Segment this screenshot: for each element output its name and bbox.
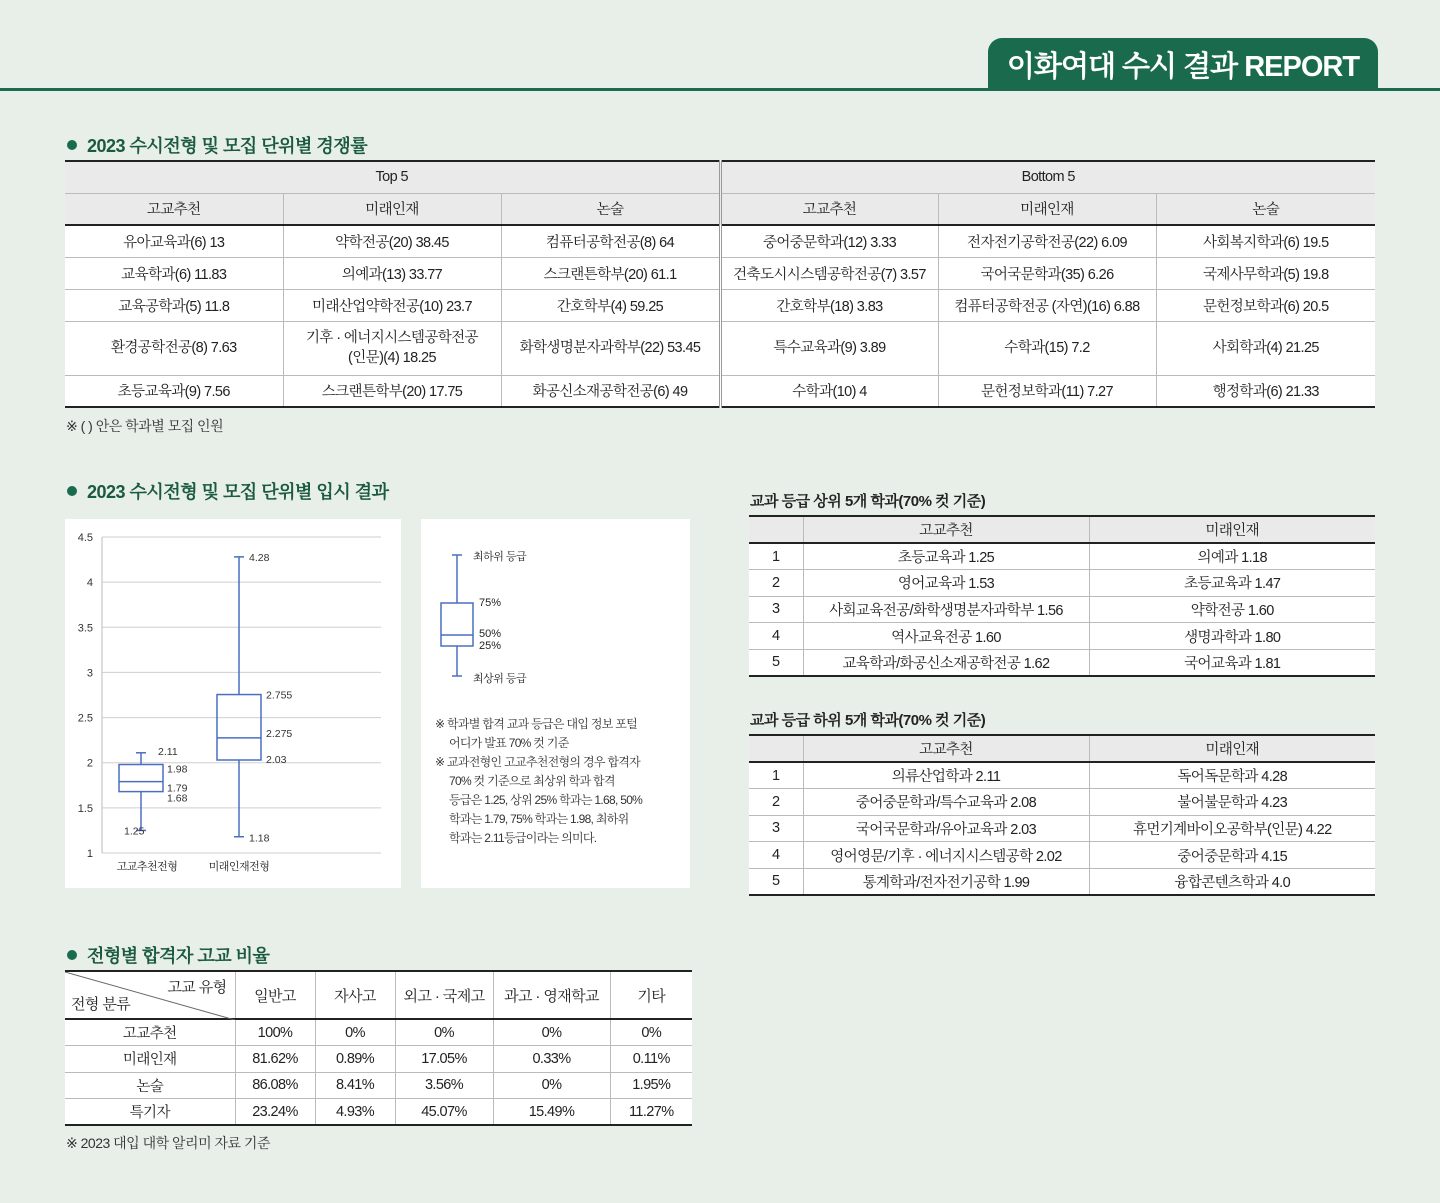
table-cell: 약학전공 1.60 xyxy=(1089,596,1375,623)
col-header: 고교추천 xyxy=(65,193,283,225)
table-cell: 교육학과/화공신소재공학전공 1.62 xyxy=(803,649,1089,676)
table-cell: 0% xyxy=(395,1019,493,1046)
table-cell: 컴퓨터공학전공 (자연)(16) 6.88 xyxy=(938,289,1156,321)
legend-notes xyxy=(435,715,685,848)
data-label-q1: 2.03 xyxy=(266,754,287,767)
table-cell: 영어교육과 1.53 xyxy=(803,570,1089,597)
table-cell: 의예과(13) 33.77 xyxy=(283,257,501,289)
table-cell: 초등교육과(9) 7.56 xyxy=(65,375,283,407)
corner-bottom-label: 전형 분류 xyxy=(71,996,131,1013)
table-cell: 중어중문학과(12) 3.33 xyxy=(720,225,938,257)
data-label-median: 1.79 xyxy=(167,782,188,795)
group-top5: Top 5 xyxy=(65,161,720,193)
competition-section-title xyxy=(67,132,367,158)
data-label-median: 2.275 xyxy=(266,727,293,740)
table-row xyxy=(749,649,1375,676)
table-cell: 미래인재 xyxy=(65,1046,235,1073)
note-line: ※ 학과별 합격 교과 등급은 대입 정보 포털 xyxy=(435,717,638,731)
bullet-icon xyxy=(67,486,77,496)
table-cell: 사회학과(4) 21.25 xyxy=(1156,321,1375,375)
table-cell: 고교추천 xyxy=(65,1019,235,1046)
table-cell: 불어불문학과 4.23 xyxy=(1089,789,1375,816)
table-cell: 4 xyxy=(749,623,803,650)
col-header xyxy=(749,735,803,762)
table-cell: 통계학과/전자전기공학 1.99 xyxy=(803,868,1089,895)
table-cell: 0% xyxy=(610,1019,692,1046)
competition-title-text: 2023 수시전형 및 모집 단위별 경쟁률 xyxy=(87,136,368,156)
table-cell: 특기자 xyxy=(65,1099,235,1126)
corner-header xyxy=(65,971,235,1019)
data-label-q3: 2.755 xyxy=(266,689,293,702)
note-line: 학과는 1.79, 75% 학과는 1.98, 최하위 xyxy=(449,812,629,826)
table-cell: 15.49% xyxy=(493,1099,610,1126)
y-tick-label: 4 xyxy=(86,577,93,590)
top5-table xyxy=(749,515,1375,677)
y-tick-label: 1.5 xyxy=(77,802,93,815)
table-cell: 11.27% xyxy=(610,1099,692,1126)
table-cell: 특수교육과(9) 3.89 xyxy=(720,321,938,375)
table-cell: 스크랜튼학부(20) 61.1 xyxy=(501,257,720,289)
ratio-note: ※ 2023 대입 대학 알리미 자료 기준 xyxy=(66,1135,270,1151)
table-cell: 미래산업약학전공(10) 23.7 xyxy=(283,289,501,321)
results-title-text: 2023 수시전형 및 모집 단위별 입시 결과 xyxy=(87,482,389,502)
note-line: 70% 컷 기준으로 최상위 학과 합격 xyxy=(449,774,615,788)
table-cell: 8.41% xyxy=(315,1072,395,1099)
table-row xyxy=(65,375,1375,407)
ratio-section-title xyxy=(67,942,269,968)
table-cell: 간호학부(4) 59.25 xyxy=(501,289,720,321)
table-cell: 수학과(15) 7.2 xyxy=(938,321,1156,375)
col-header: 미래인재 xyxy=(1089,735,1375,762)
table-cell: 23.24% xyxy=(235,1099,315,1126)
col-header: 고교추천 xyxy=(803,516,1089,543)
table-cell: 1 xyxy=(749,762,803,789)
table-cell: 교육학과(6) 11.83 xyxy=(65,257,283,289)
note-line: 등급은 1.25, 상위 25% 학과는 1.68, 50% xyxy=(449,793,643,807)
table-cell: 중어중문학과 4.15 xyxy=(1089,842,1375,869)
table-cell: 중어중문학과/특수교육과 2.08 xyxy=(803,789,1089,816)
table-cell: 행정학과(6) 21.33 xyxy=(1156,375,1375,407)
table-row xyxy=(65,257,1375,289)
boxplot-panel xyxy=(65,519,401,888)
table-row xyxy=(749,842,1375,869)
col-header: 고교추천 xyxy=(720,193,938,225)
col-header: 논술 xyxy=(501,193,720,225)
note-line: 학과는 2.11등급이라는 의미다. xyxy=(449,831,597,845)
table-cell: 45.07% xyxy=(395,1099,493,1126)
table-cell: 생명과학과 1.80 xyxy=(1089,623,1375,650)
table-cell: 약학전공(20) 38.45 xyxy=(283,225,501,257)
table-cell: 수학과(10) 4 xyxy=(720,375,938,407)
data-label-max: 4.28 xyxy=(249,551,270,564)
col-header: 일반고 xyxy=(235,971,315,1019)
table-cell: 의예과 1.18 xyxy=(1089,543,1375,570)
table-cell: 81.62% xyxy=(235,1046,315,1073)
table-cell: 독어독문학과 4.28 xyxy=(1089,762,1375,789)
competition-table xyxy=(65,160,1375,408)
table-cell: 화학생명분자과학부(22) 53.45 xyxy=(501,321,720,375)
table-row xyxy=(749,570,1375,597)
table-cell: 휴먼기계바이오공학부(인문) 4.22 xyxy=(1089,815,1375,842)
table-row xyxy=(65,321,1375,375)
table-cell: 간호학부(18) 3.83 xyxy=(720,289,938,321)
table-cell: 초등교육과 1.47 xyxy=(1089,570,1375,597)
col-header: 미래인재 xyxy=(1089,516,1375,543)
col-header: 기타 xyxy=(610,971,692,1019)
data-label-q3: 1.98 xyxy=(167,763,188,776)
table-cell: 사회복지학과(6) 19.5 xyxy=(1156,225,1375,257)
table-cell: 스크랜튼학부(20) 17.75 xyxy=(283,375,501,407)
data-label-min: 1.25 xyxy=(124,825,145,838)
box xyxy=(217,695,261,760)
table-cell: 0% xyxy=(315,1019,395,1046)
legend-median-label: 50% xyxy=(479,628,502,640)
corner-top-label: 고교 유형 xyxy=(167,979,227,996)
box xyxy=(119,765,163,792)
table-cell: 초등교육과 1.25 xyxy=(803,543,1089,570)
report-title: 이화여대 수시 결과 REPORT xyxy=(1006,50,1360,83)
table-cell: 2 xyxy=(749,789,803,816)
note-line: 어디가 발표 70% 컷 기준 xyxy=(449,736,569,750)
y-tick-label: 3 xyxy=(86,667,93,680)
y-tick-label: 4.5 xyxy=(77,532,93,544)
table-row xyxy=(65,1072,692,1099)
table-cell: 기후 · 에너지시스템공학전공 (인문)(4) 18.25 xyxy=(283,321,501,375)
legend-min-label: 최상위 등급 xyxy=(473,673,527,685)
y-tick-label: 1 xyxy=(86,848,93,860)
bottom5-table xyxy=(749,734,1375,896)
table-cell: 86.08% xyxy=(235,1072,315,1099)
table-cell: 0.33% xyxy=(493,1046,610,1073)
table-cell: 국어국문학과/유아교육과 2.03 xyxy=(803,815,1089,842)
table-cell: 3 xyxy=(749,815,803,842)
table-cell: 5 xyxy=(749,868,803,895)
table-cell: 5 xyxy=(749,649,803,676)
table-cell: 3.56% xyxy=(395,1072,493,1099)
table-cell: 건축도시시스템공학전공(7) 3.57 xyxy=(720,257,938,289)
table-cell: 4 xyxy=(749,842,803,869)
table-cell: 교육공학과(5) 11.8 xyxy=(65,289,283,321)
report-title-tab xyxy=(988,38,1378,90)
table-cell: 사회교육전공/화학생명분자과학부 1.56 xyxy=(803,596,1089,623)
table-row xyxy=(749,543,1375,570)
table-cell: 국어국문학과(35) 6.26 xyxy=(938,257,1156,289)
table-cell: 전자전기공학전공(22) 6.09 xyxy=(938,225,1156,257)
table-row xyxy=(749,596,1375,623)
table-cell: 3 xyxy=(749,596,803,623)
table-row xyxy=(749,762,1375,789)
bottom5-title: 교과 등급 하위 5개 학과(70% 컷 기준) xyxy=(750,712,986,729)
col-header: 자사고 xyxy=(315,971,395,1019)
y-tick-label: 2.5 xyxy=(77,712,93,725)
col-header: 미래인재 xyxy=(938,193,1156,225)
table-cell: 역사교육전공 1.60 xyxy=(803,623,1089,650)
data-label-min: 1.18 xyxy=(249,832,270,845)
legend-panel xyxy=(421,519,690,888)
table-cell: 융합콘텐츠학과 4.0 xyxy=(1089,868,1375,895)
table-cell: 논술 xyxy=(65,1072,235,1099)
table-cell: 0.89% xyxy=(315,1046,395,1073)
data-label-max: 2.11 xyxy=(158,745,178,758)
table-row xyxy=(65,1019,692,1046)
legend-q3-label: 75% xyxy=(479,597,502,609)
top5-title: 교과 등급 상위 5개 학과(70% 컷 기준) xyxy=(750,493,986,510)
legend-q1-label: 25% xyxy=(479,640,502,652)
legend-max-label: 최하위 등급 xyxy=(473,551,527,563)
col-header: 고교추천 xyxy=(803,735,1089,762)
table-cell: 문헌정보학과(6) 20.5 xyxy=(1156,289,1375,321)
boxplot-chart xyxy=(65,519,401,888)
table-cell: 유아교육과(6) 13 xyxy=(65,225,283,257)
x-category-label: 고교추천전형 xyxy=(116,861,178,873)
table-row xyxy=(65,225,1375,257)
table-cell: 2 xyxy=(749,570,803,597)
boxplot-legend xyxy=(421,519,690,699)
table-row xyxy=(749,789,1375,816)
table-cell: 환경공학전공(8) 7.63 xyxy=(65,321,283,375)
table-cell: 0% xyxy=(493,1019,610,1046)
ratio-title-text: 전형별 합격자 고교 비율 xyxy=(87,946,270,966)
competition-note: ※ ( ) 안은 학과별 모집 인원 xyxy=(66,418,224,434)
ratio-table xyxy=(65,970,692,1126)
y-tick-label: 2 xyxy=(86,757,93,770)
table-cell: 국어교육과 1.81 xyxy=(1089,649,1375,676)
bullet-icon xyxy=(67,950,77,960)
table-row xyxy=(65,1099,692,1126)
col-header: 미래인재 xyxy=(283,193,501,225)
table-cell: 의류산업학과 2.11 xyxy=(803,762,1089,789)
col-header: 외고 · 국제고 xyxy=(395,971,493,1019)
table-cell: 4.93% xyxy=(315,1099,395,1126)
table-row xyxy=(749,623,1375,650)
table-cell: 0.11% xyxy=(610,1046,692,1073)
table-cell: 컴퓨터공학전공(8) 64 xyxy=(501,225,720,257)
results-section-title xyxy=(67,478,388,504)
table-cell: 17.05% xyxy=(395,1046,493,1073)
table-cell: 0% xyxy=(493,1072,610,1099)
note-line: ※ 교과전형인 고교추천전형의 경우 합격자 xyxy=(435,755,641,769)
col-header: 과고 · 영재학교 xyxy=(493,971,610,1019)
col-header xyxy=(749,516,803,543)
table-row xyxy=(749,868,1375,895)
table-row xyxy=(65,1046,692,1073)
table-cell: 영어영문/기후 · 에너지시스템공학 2.02 xyxy=(803,842,1089,869)
table-row xyxy=(65,289,1375,321)
table-cell: 100% xyxy=(235,1019,315,1046)
y-tick-label: 3.5 xyxy=(77,622,93,635)
header-rule xyxy=(0,88,1440,91)
x-category-label: 미래인재전형 xyxy=(208,861,270,873)
table-cell: 1 xyxy=(749,543,803,570)
table-row xyxy=(749,815,1375,842)
table-cell: 화공신소재공학전공(6) 49 xyxy=(501,375,720,407)
data-label-q1: 1.68 xyxy=(167,792,188,805)
bullet-icon xyxy=(67,140,77,150)
table-cell: 1.95% xyxy=(610,1072,692,1099)
col-header: 논술 xyxy=(1156,193,1375,225)
group-bottom5: Bottom 5 xyxy=(720,161,1375,193)
table-cell: 국제사무학과(5) 19.8 xyxy=(1156,257,1375,289)
table-cell: 문헌정보학과(11) 7.27 xyxy=(938,375,1156,407)
